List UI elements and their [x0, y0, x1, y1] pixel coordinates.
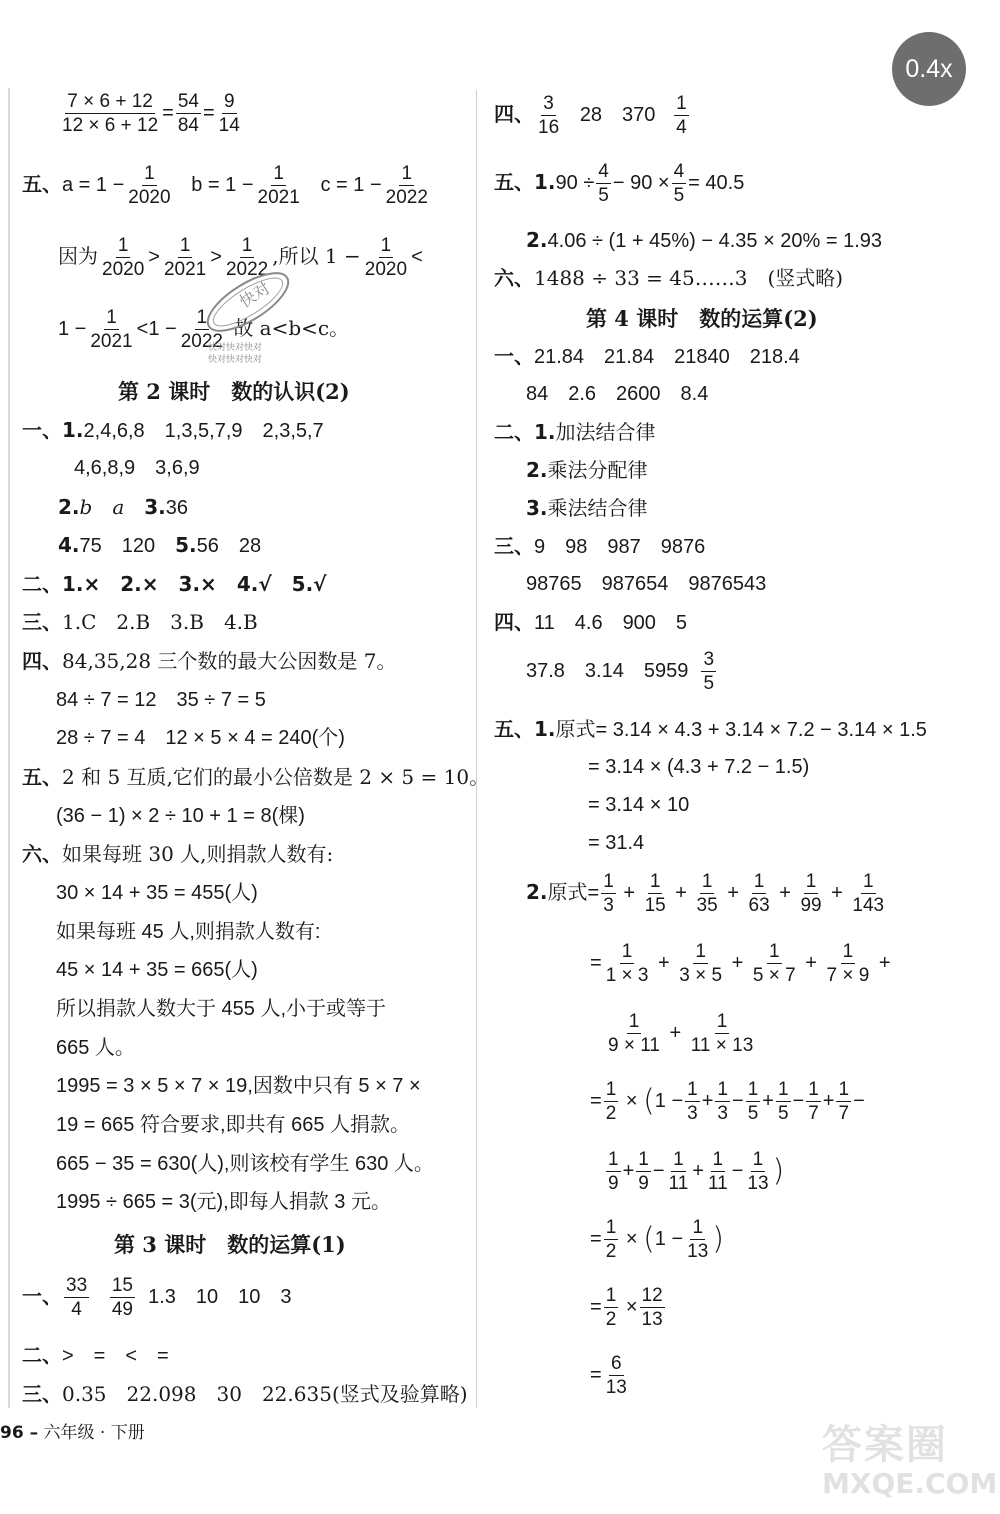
page-footer	[0, 1418, 145, 1443]
lesson-4-section-5-item-1-line-4: = 31.4	[588, 832, 645, 854]
lesson-4-section-3-line-2: 98765 987654 9876543	[526, 573, 767, 595]
lesson-4-section-5-item-2-line-5: $\frac{1}{9}$ + $\frac{1}{9}$ − $\frac{1}{11}$ + $\frac{1}{11}$ − $\frac{1}{13}$ )	[608, 1149, 785, 1194]
section-5-item-2: 2.4.06 ÷ (1 + 45%) − 4.35 × 20% = 1.93	[526, 228, 883, 252]
lesson-4-section-5-item-2-line-4: = $\frac{1}{2}$ × (1 − $\frac{1}{3}$ + $\frac{1}{3}$ − $\frac{1}{5}$ + $\frac{1}{5}$ − $\frac{1}{7}$ + $\frac{1}{7}$ −	[590, 1079, 865, 1124]
lesson-4-section-5-item-2-line-8: = $\frac{6}{13}$	[590, 1353, 627, 1398]
section-6-line-4: 45 × 14 + 35 = 665(人)	[56, 959, 258, 981]
section-1-line-3: 2.b a 3.36	[58, 495, 189, 519]
section-5-line-1: 五、2 和 5 互质,它们的最小公倍数是 2 × 5 = 10。	[22, 765, 490, 789]
lesson-4-section-4-line-2: 37.8 3.14 5959 $\frac{3}{5}$	[526, 649, 715, 694]
lesson-4-section-5-item-2-line-7: = $\frac{1}{2}$ × $\frac{12}{13}$	[590, 1285, 663, 1330]
section-2-line: 二、1.× 2.× 3.× 4.√ 5.√	[22, 572, 327, 596]
section-6-answer: 六、1488 ÷ 33 = 45……3 (竖式略)	[494, 266, 844, 290]
lesson-4-section-1-line-2: 84 2.6 2600 8.4	[526, 383, 709, 405]
section-1-line-1: 一、1.2,4,6,8 1,3,5,7,9 2,3,5,7	[22, 418, 324, 442]
lesson-4-section-4-line-1: 四、11 4.6 900 5	[494, 610, 688, 634]
watermark-en: MXQE.COM	[822, 1467, 998, 1500]
answer-line-fraction-simplify: $\frac{7 \times 6 + 12}{12 \times 6 + 12}$ = $\frac{54}{84}$ = $\frac{9}{14}$	[62, 91, 240, 136]
svg-text:快对快对快对: 快对快对快对	[208, 343, 263, 353]
section-6-line-10: 1995 ÷ 665 = 3(元),即每人捐款 3 元。	[56, 1191, 391, 1213]
lesson-4-section-5-item-1-line-1: 五、1.原式= 3.14 × 4.3 + 3.14 × 7.2 − 3.14 × 1.5	[494, 717, 927, 741]
lesson-3-section-2: 二、> = < =	[22, 1343, 169, 1367]
section-6-line-6: 665 人。	[56, 1037, 135, 1059]
section-3-line: 三、1.C 2.B 3.B 4.B	[22, 610, 258, 634]
page-edge	[8, 88, 10, 1408]
lesson-4-section-3-line-1: 三、9 98 987 9876	[494, 534, 706, 558]
lesson-4-section-2-line-1: 二、1.加法结合律	[494, 420, 656, 444]
lesson-4-section-5-item-2-line-6: = $\frac{1}{2}$ × (1 − $\frac{1}{13}$ )	[590, 1217, 725, 1262]
lesson-4-section-5-item-1-line-2: = 3.14 × (4.3 + 7.2 − 1.5)	[588, 756, 810, 778]
lesson-3-heading: 第 3 课时 数的运算(1)	[114, 1232, 346, 1257]
grade-label: 六年级 · 下册	[43, 1423, 145, 1443]
section-6-line-1: 六、如果每班 30 人,则捐款人数有:	[22, 842, 334, 866]
section-1-line-4: 4.75 120 5.56 28	[58, 533, 262, 557]
answer-line-because: 因为 $\frac{1}{2020}$ > $\frac{1}{2021}$ > $\frac{1}{2022}$ ,所以 1 − $\frac{1}{2020}$ <	[58, 235, 423, 280]
section-4-line-3: 28 ÷ 7 = 4 12 × 5 × 4 = 240(个)	[56, 727, 345, 749]
section-4-line-2: 84 ÷ 7 = 12 35 ÷ 7 = 5	[56, 689, 266, 711]
section-6-line-3: 如果每班 45 人,则捐款人数有:	[56, 921, 321, 943]
lesson-4-section-5-item-2-line-3: $\frac{1}{9 \times 11}$ + $\frac{1}{11 \times 13}$	[608, 1011, 754, 1056]
svg-text:快对快对快对: 快对快对快对	[208, 355, 263, 365]
section-6-line-7: 1995 = 3 × 5 × 7 × 19,因数中只有 5 × 7 ×	[56, 1075, 421, 1097]
section-6-line-5: 所以捐款人数大于 455 人,小于或等于	[56, 998, 387, 1020]
column-divider	[476, 90, 477, 1408]
section-4-answers: 四、 $\frac{3}{16}$ 28 370 $\frac{1}{4}$	[494, 93, 687, 138]
section-6-line-8: 19 = 665 符合要求,即共有 665 人捐款。	[56, 1114, 411, 1136]
section-4-line-1: 四、84,35,28 三个数的最大公因数是 7。	[22, 649, 397, 673]
lesson-2-heading: 第 2 课时 数的认识(2)	[118, 379, 350, 404]
answer-line-section-5-abc: 五、a = 1 − $\frac{1}{2020}$ b = 1 − $\frac{1}{2021}$ c = 1 − $\frac{1}{2022}$	[22, 163, 428, 208]
section-1-line-2: 4,6,8,9 3,6,9	[74, 457, 200, 479]
lesson-4-section-5-item-1-line-3: = 3.14 × 10	[588, 794, 690, 816]
lesson-4-heading: 第 4 课时 数的运算(2)	[586, 306, 818, 331]
page-number: 96 –	[0, 1423, 39, 1443]
lesson-4-section-5-item-2-line-1: 2.原式= $\frac{1}{3}$ + $\frac{1}{15}$ + $\frac{1}{35}$ + $\frac{1}{63}$ + $\frac{1}{99}$ + $\frac{1}{143}$	[526, 871, 885, 916]
lesson-3-section-3: 三、0.35 22.098 30 22.635(竖式及验算略)	[22, 1382, 468, 1406]
lesson-4-section-2-line-2: 2.乘法分配律	[526, 458, 648, 482]
watermark-cn: 答案圈	[822, 1422, 948, 1468]
section-5-item-1: 五、1.90 ÷ $\frac{4}{5}$ − 90 × $\frac{4}{5}$ = 40.5	[494, 161, 745, 206]
site-watermark	[822, 1422, 998, 1506]
section-5-line-2: (36 − 1) × 2 ÷ 10 + 1 = 8(棵)	[56, 805, 305, 827]
answer-line-conclusion: 1 − $\frac{1}{2021}$ <1 − $\frac{1}{2022}$ 故 a<b<c。	[58, 307, 350, 352]
lesson-4-section-1-line-1: 一、21.84 21.84 21840 218.4	[494, 344, 800, 368]
lesson-3-section-1: 一、 $\frac{33}{4}$ $\frac{15}{49}$ 1.3 10 10 3	[22, 1275, 292, 1320]
section-6-line-2: 30 × 14 + 35 = 455(人)	[56, 882, 258, 904]
lesson-4-section-2-line-3: 3.乘法结合律	[526, 496, 648, 520]
zoom-badge[interactable]: 0.4x	[892, 32, 966, 106]
section-6-line-9: 665 − 35 = 630(人),则该校有学生 630 人。	[56, 1153, 434, 1175]
svg-text:快对: 快对	[236, 278, 274, 312]
lesson-4-section-5-item-2-line-2: = $\frac{1}{1 \times 3}$ + $\frac{1}{3 \times 5}$ + $\frac{1}{5 \times 7}$ + $\frac{1}{7 \times 9}$ +	[590, 941, 891, 986]
kuaidui-stamp-graphic	[196, 270, 306, 370]
